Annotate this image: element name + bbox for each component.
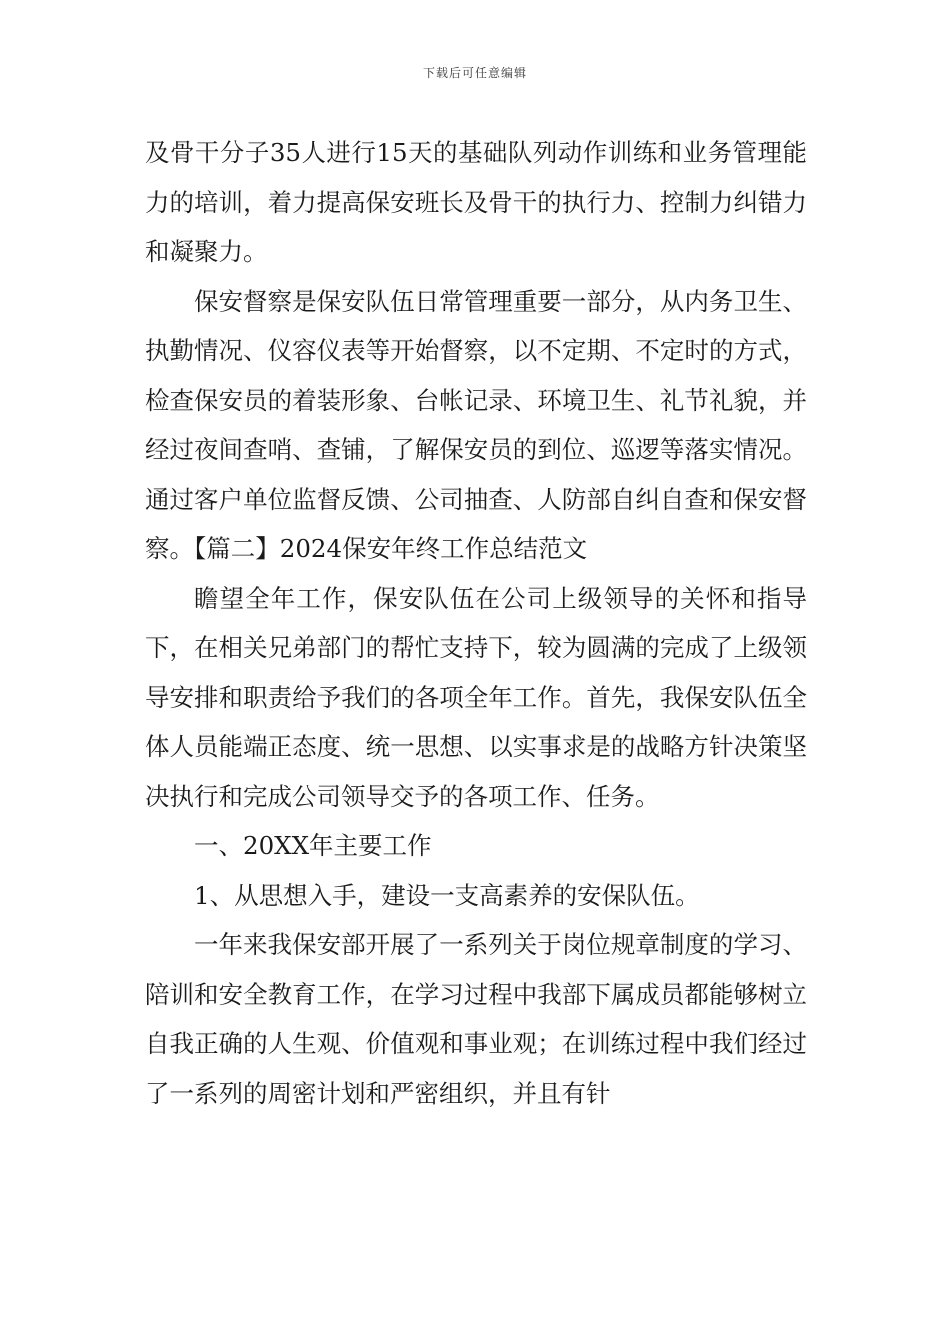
paragraph-6: 一年来我保安部开展了一系列关于岗位规章制度的学习、陪训和安全教育工作，在学习过程中我部下属成员都能够树立自我正确的人生观、价值观和事业观；在训练过程中我们经过了一系列的周密计划和严密组织，并且有针 <box>145 930 807 1108</box>
section-heading: 一、20XX年主要工作 <box>194 831 432 860</box>
paragraph-2: 保安督察是保安队伍日常管理重要一部分，从内务卫生、执勤情况、仪容仪表等开始督察，以不定期、不定时的方式，检查保安员的着装形象、台帐记录、环境卫生、礼节礼貌，并经过夜间查哨、查铺，了解保安员的到位、巡逻等落实情况。通过客户单位监督反馈、公司抽查、人防部自纠自查和保安督察。【篇二】2024保安年终工作总结范文 <box>145 286 807 563</box>
subsection-heading: 1、从思想入手，建设一支高素养的安保队伍。 <box>194 880 700 910</box>
paragraph-1: 及骨干分子35人进行15天的基础队列动作训练和业务管理能力的培训，着力提高保安班长及骨干的执行力、控制力纠错力和凝聚力。 <box>145 138 807 266</box>
paragraph-3: 瞻望全年工作，保安队伍在公司上级领导的关怀和指导下，在相关兄弟部门的帮忙支持下，较为圆满的完成了上级领导安排和职责给予我们的各项全年工作。首先，我保安队伍全体人员能端正态度、统一思想、以实事求是的战略方针决策坚决执行和完成公司领导交予的各项工作、任务。 <box>145 583 807 811</box>
document-body <box>145 128 807 1118</box>
page-header: 下载后可任意编辑 <box>422 66 527 80</box>
